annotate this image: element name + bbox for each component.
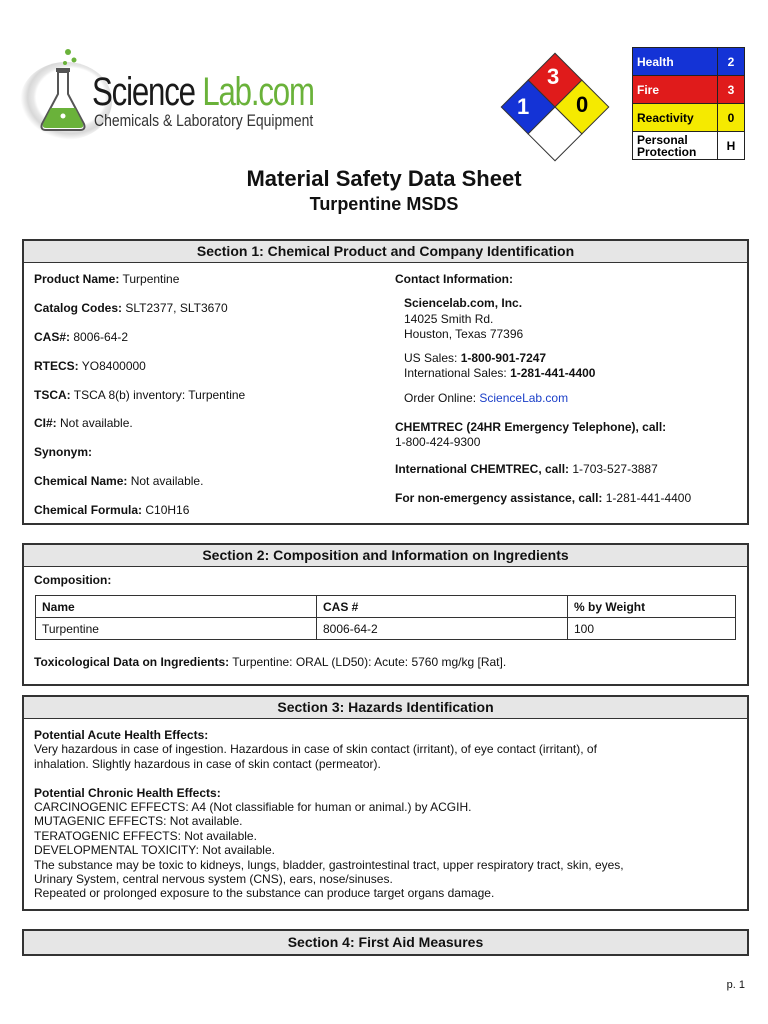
hmis-label-cell: Personal Protection xyxy=(633,132,718,160)
chemical-formula-field: Chemical Formula: C10H16 xyxy=(34,503,190,517)
chemtrec-label: CHEMTREC (24HR Emergency Telephone), call: xyxy=(395,420,667,434)
hmis-value-cell: 3 xyxy=(718,76,745,104)
address-line-2: Houston, Texas 77396 xyxy=(404,327,524,341)
synonym-field: Synonym: xyxy=(34,445,93,459)
product-name-field: Product Name: Turpentine xyxy=(34,272,180,286)
acute-effects-line: inhalation. Slightly hazardous in case of skin contact (permeator). xyxy=(34,756,381,771)
logo-wordmark: Science Lab.com xyxy=(92,70,314,114)
non-emergency-assistance: For non-emergency assistance, call: 1-281-441-4400 xyxy=(395,491,692,505)
section-2-heading: Section 2: Composition and Information on Ingredients xyxy=(24,545,747,567)
hmis-label xyxy=(632,47,745,160)
chronic-effects-label: Potential Chronic Health Effects: xyxy=(34,785,221,800)
column-header-cas: CAS # xyxy=(317,596,568,618)
rtecs-field: RTECS: YO8400000 xyxy=(34,359,146,373)
chronic-effects-line: TERATOGENIC EFFECTS: Not available. xyxy=(34,828,257,843)
section-1 xyxy=(22,239,749,525)
order-online: Order Online: ScienceLab.com xyxy=(404,391,569,405)
chronic-effects-line: The substance may be toxic to kidneys, lungs, bladder, gastrointestinal tract, upper respiratory tract, skin, eyes, xyxy=(34,857,624,872)
hmis-row xyxy=(633,132,745,160)
hmis-value-cell: 2 xyxy=(718,48,745,76)
catalog-codes-field: Catalog Codes: SLT2377, SLT3670 xyxy=(34,301,228,315)
section-4-heading: Section 4: First Aid Measures xyxy=(24,931,747,954)
chronic-effects-line: Urinary System, central nervous system (CNS), ears, nose/sinuses. xyxy=(34,872,393,887)
page-number: p. 1 xyxy=(726,979,745,991)
section-1-heading: Section 1: Chemical Product and Company Identification xyxy=(24,241,747,263)
flask-icon xyxy=(34,46,94,136)
table-row xyxy=(36,618,736,640)
acute-effects-label: Potential Acute Health Effects: xyxy=(34,728,209,742)
cell-weight: 100 xyxy=(568,618,736,640)
document-subtitle: Turpentine MSDS xyxy=(309,194,459,214)
chronic-effects-line: MUTAGENIC EFFECTS: Not available. xyxy=(34,814,243,829)
hmis-label-cell: Reactivity xyxy=(633,104,718,132)
tsca-field: TSCA: TSCA 8(b) inventory: Turpentine xyxy=(34,388,246,402)
cas-field: CAS#: 8006-64-2 xyxy=(34,330,129,344)
cell-name: Turpentine xyxy=(36,618,317,640)
chronic-effects-line: CARCINOGENIC EFFECTS: A4 (Not classifiable for human or animal.) by ACGIH. xyxy=(34,800,472,815)
chronic-effects-line: Repeated or prolonged exposure to the substance can produce target organs damage. xyxy=(34,886,495,901)
column-header-weight: % by Weight xyxy=(568,596,736,618)
chemtrec-phone: 1-800-424-9300 xyxy=(395,435,481,449)
ci-field: CI#: Not available. xyxy=(34,416,133,430)
sciencelab-link[interactable]: ScienceLab.com xyxy=(479,391,569,405)
us-sales: US Sales: 1-800-901-7247 xyxy=(404,351,547,365)
hmis-row xyxy=(633,104,745,132)
address-line-1: 14025 Smith Rd. xyxy=(404,312,494,326)
document-title: Material Safety Data Sheet xyxy=(246,166,522,191)
hmis-row xyxy=(633,76,745,104)
composition-table xyxy=(35,595,736,640)
chronic-effects-line: DEVELOPMENTAL TOXICITY: Not available. xyxy=(34,843,275,858)
international-sales: International Sales: 1-281-441-4400 xyxy=(404,366,596,380)
composition-label: Composition: xyxy=(34,573,112,587)
hmis-label-cell: Health xyxy=(633,48,718,76)
hmis-value-cell: H xyxy=(718,132,745,160)
table-header-row xyxy=(36,596,736,618)
toxicological-data: Toxicological Data on Ingredients: Turpentine: ORAL (LD50): Acute: 5760 mg/kg [Rat]. xyxy=(34,655,507,669)
cell-cas: 8006-64-2 xyxy=(317,618,568,640)
hmis-row xyxy=(633,48,745,76)
nfpa-fire-value: 3 xyxy=(547,64,560,89)
contact-heading: Contact Information: xyxy=(395,272,513,286)
column-header-name: Name xyxy=(36,596,317,618)
sciencelab-logo xyxy=(20,44,314,144)
hmis-value-cell: 0 xyxy=(718,104,745,132)
company-name: Sciencelab.com, Inc. xyxy=(404,296,523,310)
section-3-heading: Section 3: Hazards Identification xyxy=(24,697,747,719)
nfpa-diamond xyxy=(498,50,612,164)
hmis-label-cell: Fire xyxy=(633,76,718,104)
section-4 xyxy=(22,929,749,956)
acute-effects-line: Very hazardous in case of ingestion. Hazardous in case of skin contact (irritant), of eye contact (irritant), of xyxy=(34,742,597,757)
logo-tagline: Chemicals & Laboratory Equipment xyxy=(94,111,314,130)
nfpa-health-value: 1 xyxy=(517,94,530,119)
section-3 xyxy=(22,695,749,911)
chemical-name-field: Chemical Name: Not available. xyxy=(34,474,204,488)
section-2 xyxy=(22,543,749,686)
nfpa-reactivity-value: 0 xyxy=(576,92,589,117)
international-chemtrec: International CHEMTREC, call: 1-703-527-3887 xyxy=(395,462,658,476)
